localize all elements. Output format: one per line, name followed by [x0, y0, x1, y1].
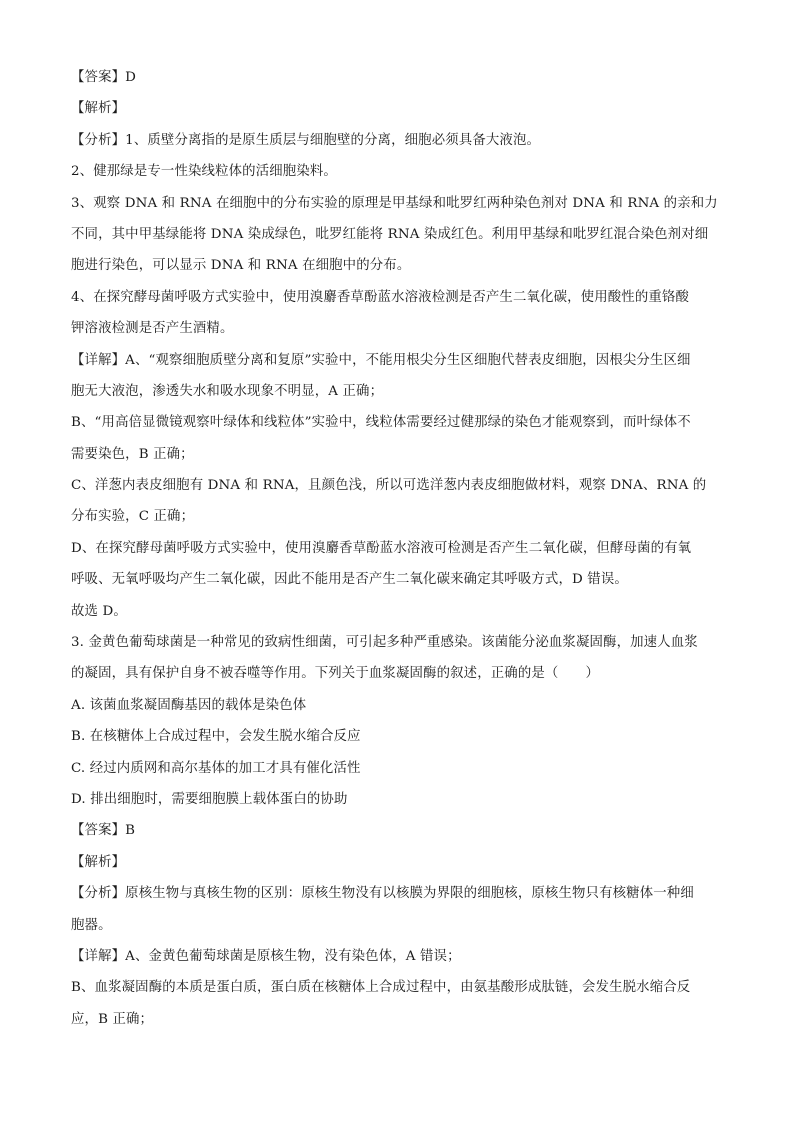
text-line: 【详解】A、“观察细胞质壁分离和复原”实验中，不能用根尖分生区细胞代替表皮细胞，因根尖分生区细	[71, 352, 691, 368]
text-line: 3、观察 DNA 和 RNA 在细胞中的分布实验的原理是甲基绿和吡罗红两种染色剂对 DNA 和 RNA 的亲和力	[71, 195, 718, 211]
text-line: 需要染色，B 正确；	[71, 446, 194, 462]
analysis-heading: 【解析】	[71, 101, 126, 117]
option-b: B. 在核糖体上合成过程中，会发生脱水缩合反应	[71, 729, 361, 745]
analysis-heading: 【解析】	[71, 854, 126, 870]
text-line: C、洋葱内表皮细胞有 DNA 和 RNA，且颜色浅，所以可选洋葱内表皮细胞做材料，观察 DNA、RNA 的	[71, 478, 707, 494]
text-line: 应，B 正确；	[71, 1011, 154, 1027]
question-stem: 的凝固，具有保护自身不被吞噬等作用。下列关于血浆凝固酶的叙述，正确的是（ ）	[71, 666, 600, 682]
text-line: D、在探究酵母菌呼吸方式实验中，使用溴麝香草酚蓝水溶液可检测是否产生二氧化碳，但酵母菌的有氧	[71, 540, 692, 556]
text-line: 胞进行染色，可以显示 DNA 和 RNA 在细胞中的分布。	[71, 258, 411, 274]
text-line: 【分析】1、质壁分离指的是原生质层与细胞壁的分离，细胞必须具备大液泡。	[71, 132, 541, 148]
answer-label: 【答案】D	[71, 70, 137, 85]
text-line: 故选 D。	[71, 603, 127, 619]
question-stem: 3. 金黄色葡萄球菌是一种常见的致病性细菌，可引起多种严重感染。该菌能分泌血浆凝固酶，加速人血浆	[71, 635, 698, 651]
text-line: 【详解】A、金黄色葡萄球菌是原核生物，没有染色体，A 错误；	[71, 948, 461, 964]
text-line: B、血浆凝固酶的本质是蛋白质，蛋白质在核糖体上合成过程中，由氨基酸形成肽链，会发生脱水缩合反	[71, 980, 691, 996]
text-line: 呼吸、无氧呼吸均产生二氧化碳，因此不能用是否产生二氧化碳来确定其呼吸方式，D 错误。	[71, 572, 628, 588]
text-line: 胞无大液泡，渗透失水和吸水现象不明显，A 正确；	[71, 383, 384, 399]
text-line: 分布实验，C 正确；	[71, 509, 195, 525]
option-c: C. 经过内质网和高尔基体的加工才具有催化活性	[71, 760, 361, 776]
document-body	[71, 62, 721, 1035]
text-line: 2、健那绿是专一性染线粒体的活细胞染料。	[71, 164, 337, 180]
text-line: 钾溶液检测是否产生酒精。	[71, 321, 234, 337]
option-d: D. 排出细胞时，需要细胞膜上载体蛋白的协助	[71, 791, 348, 807]
answer-label: 【答案】B	[71, 823, 136, 839]
text-line: 4、在探究酵母菌呼吸方式实验中，使用溴麝香草酚蓝水溶液检测是否产生二氧化碳，使用酸性的重铬酸	[71, 289, 689, 305]
option-a: A. 该菌血浆凝固酶基因的载体是染色体	[71, 697, 307, 713]
text-line: 胞器。	[71, 917, 112, 933]
text-line: 【分析】原核生物与真核生物的区别：原核生物没有以核膜为界限的细胞核，原核生物只有核糖体一种细	[71, 886, 694, 902]
text-line: B、“用高倍显微镜观察叶绿体和线粒体”实验中，线粒体需要经过健那绿的染色才能观察到，而叶绿体不	[71, 415, 691, 431]
text-line: 不同，其中甲基绿能将 DNA 染成绿色，吡罗红能将 RNA 染成红色。利用甲基绿和吡罗红混合染色剂对细	[71, 226, 709, 242]
